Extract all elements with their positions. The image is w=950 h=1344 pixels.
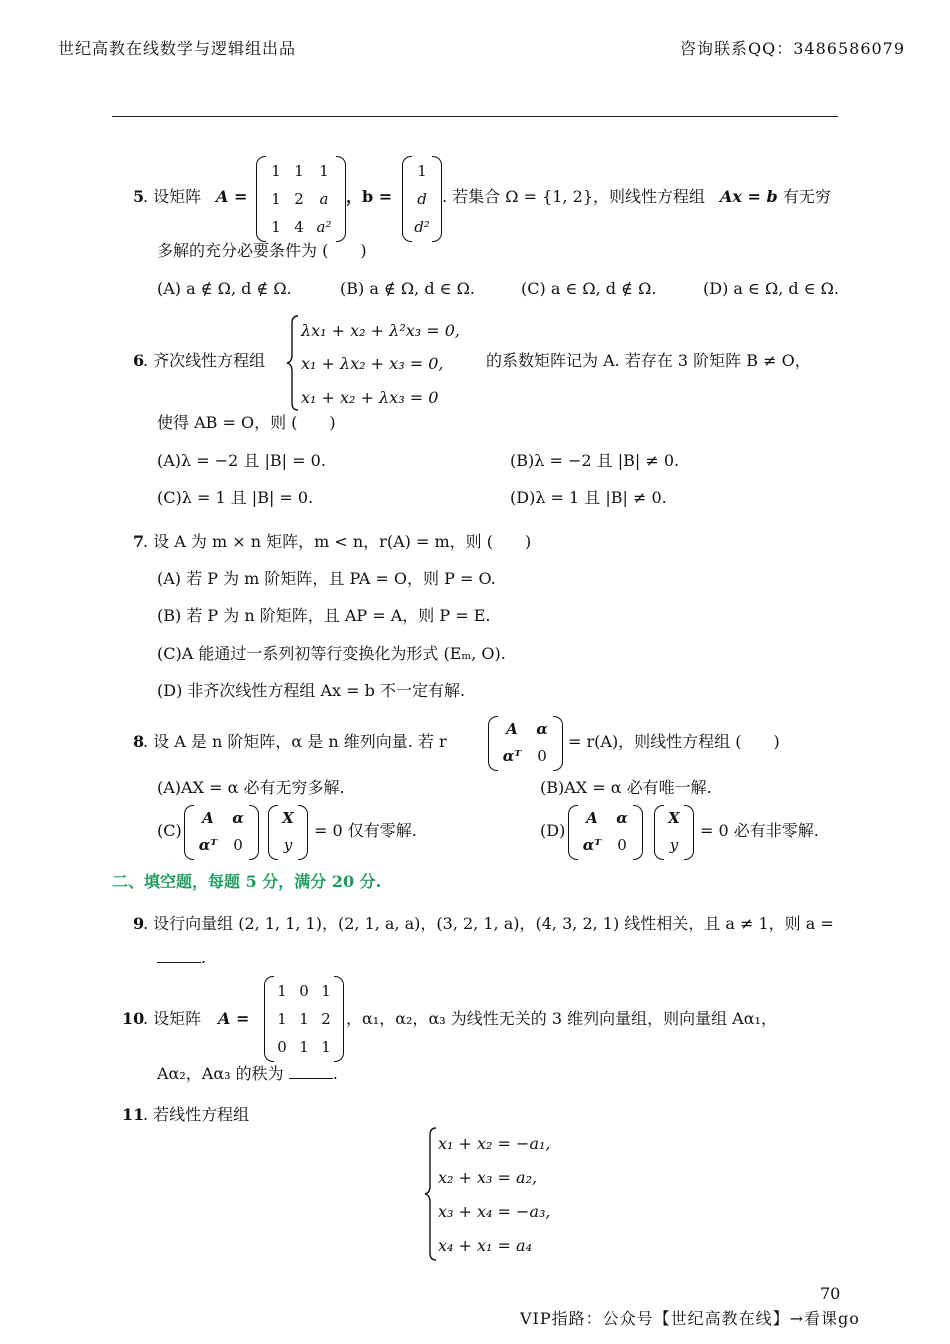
q5-eq-b: ，b = xyxy=(346,187,393,206)
q7-option-c: (C)A 能通过一系列初等行变换化为形式 (Eₘ, O). xyxy=(157,644,506,663)
q10-number: 10 xyxy=(122,1009,145,1028)
q11-stem: . 若线性方程组 xyxy=(143,1105,250,1124)
q8-option-d-vector: X y xyxy=(654,805,694,860)
q6-number: 6 xyxy=(133,351,145,370)
header-left: 世纪高教在线数学与逻辑组出品 xyxy=(58,39,297,58)
q11-number: 11 xyxy=(122,1105,145,1124)
q8-block-matrix: A α αᵀ 0 xyxy=(488,716,563,771)
q6-brace xyxy=(286,315,300,411)
q6-line2: 使得 AB = O，则 ( ) xyxy=(157,413,336,432)
q5-system: Ax = b xyxy=(720,187,778,206)
q6-option-c: (C)λ = 1 且 |B| = 0. xyxy=(157,488,314,507)
q9-blank[interactable] xyxy=(157,948,201,963)
q11-eq-4: x₄ + x₁ = a₄ xyxy=(438,1236,532,1255)
q5-option-c: (C) a ∈ Ω, d ∉ Ω. xyxy=(521,279,657,298)
q10-matrix-A: 1 0 1 1 1 2 0 1 1 xyxy=(264,976,344,1062)
q6-option-b: (B)λ = −2 且 |B| ≠ 0. xyxy=(510,451,680,470)
q8-option-b: (B)AX = α 必有唯一解. xyxy=(540,778,712,797)
q9-answer-line: . xyxy=(157,948,206,966)
page-number: 70 xyxy=(820,1284,841,1303)
footer-note: VIP指路：公众号【世纪高教在线】→看课go xyxy=(520,1309,860,1328)
q10-line2: Aα₂，Aα₃ 的秩为 . xyxy=(157,1064,338,1083)
q9-number: 9 xyxy=(133,914,145,933)
q7-stem: . 设 A 为 m × n 矩阵，m < n，r(A) = m，则 ( ) xyxy=(143,532,532,551)
q7-number: 7 xyxy=(133,532,145,551)
q7-option-d: (D) 非齐次线性方程组 Ax = b 不一定有解. xyxy=(157,681,466,700)
q5-line2: 多解的充分必要条件为 ( ) xyxy=(157,241,367,260)
section-heading: 二、填空题，每题 5 分，满分 20 分. xyxy=(112,872,382,891)
q8-option-a: (A)AX = α 必有无穷多解. xyxy=(157,778,345,797)
q9-stem: . 设行向量组 (2, 1, 1, 1)，(2, 1, a, a)，(3, 2, 1, a)，(4, 3, 2, 1) 线性相关，且 a ≠ 1，则 a = xyxy=(143,914,834,933)
q8-option-c-vector: X y xyxy=(268,805,308,860)
q8-tail: = r(A)，则线性方程组 ( ) xyxy=(568,732,780,751)
q5-option-b: (B) a ∉ Ω, d ∈ Ω. xyxy=(340,279,475,298)
q6-eq-3: x₁ + x₂ + λx₃ = 0 xyxy=(301,388,439,407)
q6-eq-2: x₁ + λx₂ + x₃ = 0, xyxy=(301,354,444,373)
q11-eq-3: x₃ + x₄ = −a₃, xyxy=(438,1202,551,1221)
header-rule xyxy=(112,116,838,117)
q11-brace xyxy=(424,1127,438,1261)
q5-matrix-A: 1 1 1 1 2 a 1 4 a² xyxy=(256,156,346,242)
q11-eq-2: x₂ + x₃ = a₂, xyxy=(438,1168,538,1187)
q7-option-b: (B) 若 P 为 n 阶矩阵，且 AP = A，则 P = E. xyxy=(157,606,491,625)
q10-blank[interactable] xyxy=(289,1064,333,1079)
q8-option-c-matrix: A α αᵀ 0 xyxy=(184,805,259,860)
q8-option-c-label: (C) xyxy=(157,821,182,840)
q5-vector-b: 1 d d² xyxy=(402,156,442,242)
q8-option-d-tail: = 0 必有非零解. xyxy=(700,821,819,840)
q10-lead: . 设矩阵 xyxy=(143,1009,202,1028)
q5-option-d: (D) a ∈ Ω, d ∈ Ω. xyxy=(703,279,839,298)
q5-eq-A: A = xyxy=(216,187,248,206)
q10-tail: ，α₁，α₂，α₃ 为线性无关的 3 维列向量组，则向量组 Aα₁， xyxy=(346,1009,777,1028)
q5-number: 5 xyxy=(133,187,145,206)
q6-lead: . 齐次线性方程组 xyxy=(143,351,266,370)
q11-eq-1: x₁ + x₂ = −a₁, xyxy=(438,1134,551,1153)
q8-option-d-matrix: A α αᵀ 0 xyxy=(568,805,643,860)
q6-option-a: (A)λ = −2 且 |B| = 0. xyxy=(157,451,326,470)
q5-lead: . 设矩阵 xyxy=(143,187,202,206)
q5-tail: 有无穷 xyxy=(783,187,832,206)
header-right: 咨询联系QQ：3486586079 xyxy=(680,39,906,58)
q8-option-d-label: (D) xyxy=(540,821,566,840)
q5-condition: . 若集合 Ω = {1, 2}，则线性方程组 xyxy=(442,187,705,206)
q8-number: 8 xyxy=(133,732,145,751)
q6-eq-1: λx₁ + x₂ + λ²x₃ = 0, xyxy=(301,321,461,340)
q8-lead: . 设 A 是 n 阶矩阵，α 是 n 维列向量. 若 r xyxy=(143,732,447,751)
q7-option-a: (A) 若 P 为 m 阶矩阵，且 PA = O，则 P = O. xyxy=(157,569,496,588)
q6-tail: 的系数矩阵记为 A. 若存在 3 阶矩阵 B ≠ O， xyxy=(486,351,811,370)
q8-option-c-tail: = 0 仅有零解. xyxy=(314,821,417,840)
q10-eq-A: A = xyxy=(218,1009,250,1028)
q6-option-d: (D)λ = 1 且 |B| ≠ 0. xyxy=(510,488,667,507)
q5-option-a: (A) a ∉ Ω, d ∉ Ω. xyxy=(157,279,292,298)
